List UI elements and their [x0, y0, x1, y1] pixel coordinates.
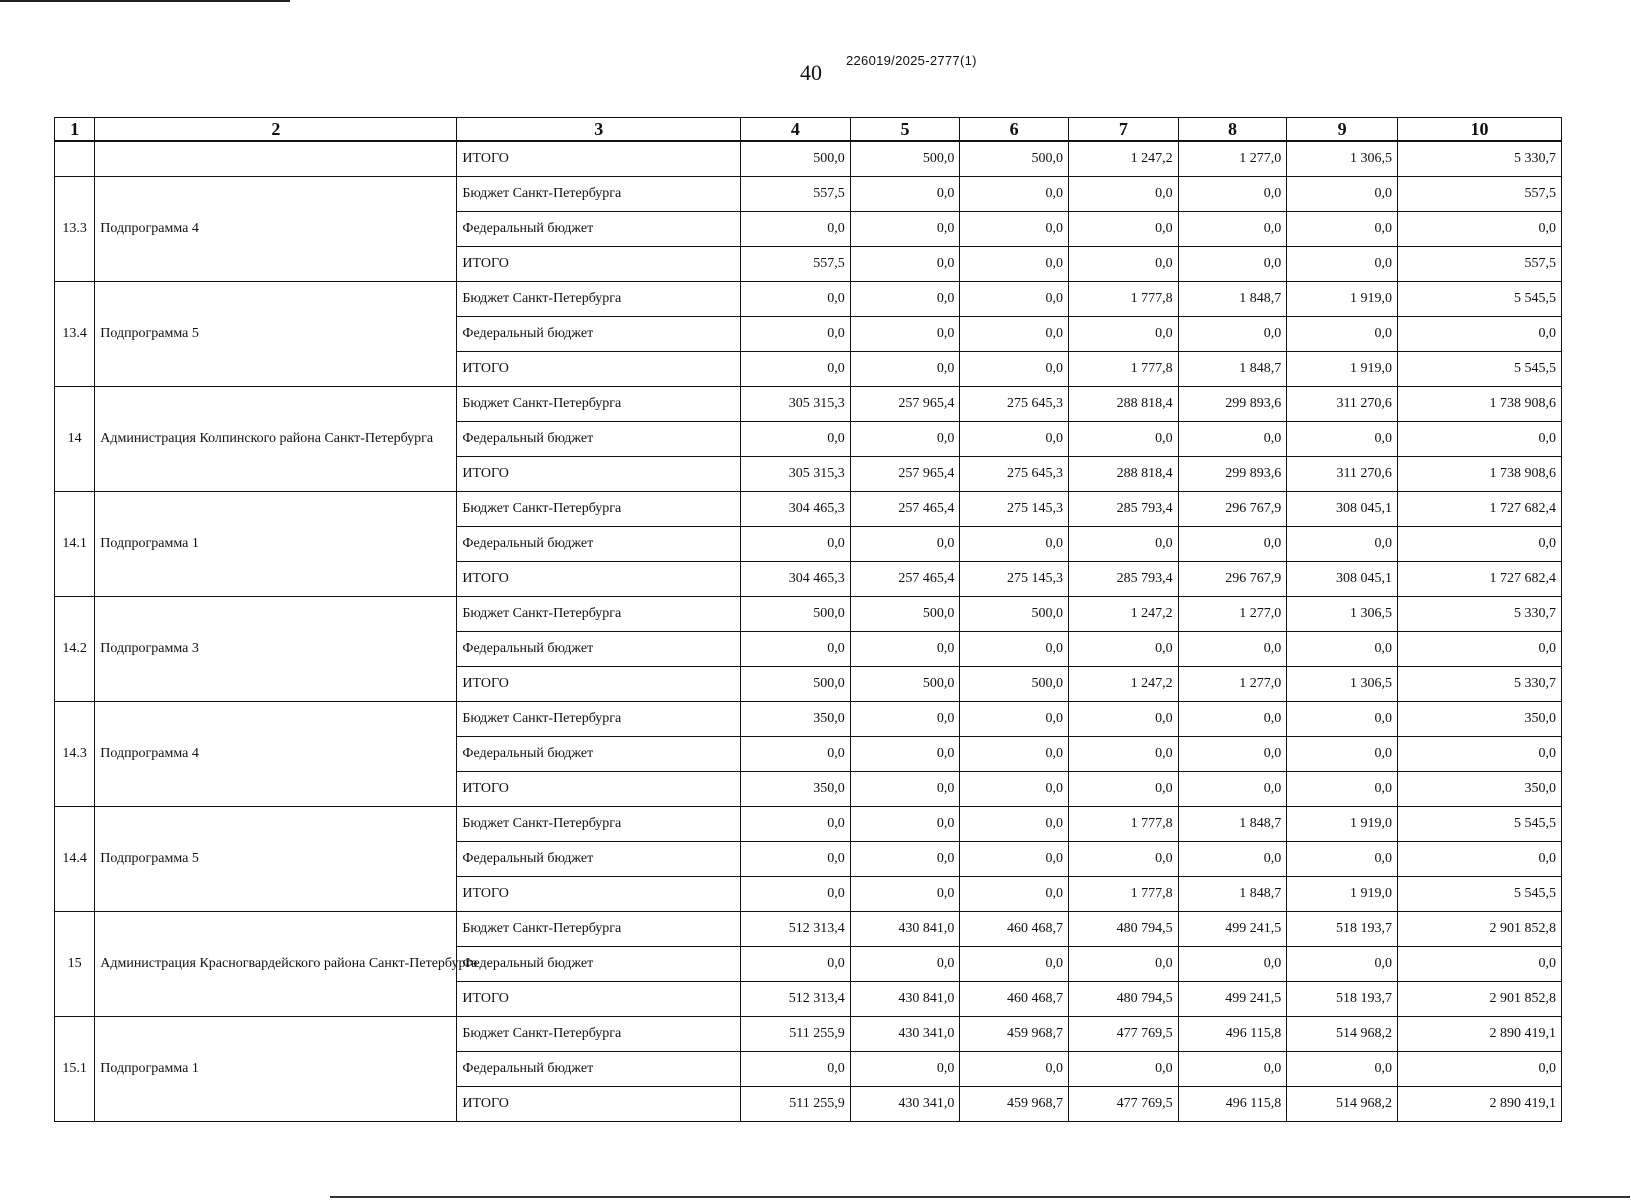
- value-cell: 257 965,4: [850, 457, 960, 492]
- value-cell: 557,5: [1397, 177, 1561, 212]
- value-cell: 1 306,5: [1287, 667, 1398, 702]
- value-cell: 0,0: [1287, 632, 1398, 667]
- value-cell: 275 145,3: [960, 492, 1069, 527]
- value-cell: 0,0: [1397, 317, 1561, 352]
- funding-source: Бюджет Санкт-Петербурга: [457, 1017, 741, 1052]
- column-header-9: 9: [1287, 118, 1398, 142]
- funding-source: ИТОГО: [457, 352, 741, 387]
- value-cell: 0,0: [1069, 212, 1179, 247]
- value-cell: 500,0: [960, 141, 1069, 177]
- value-cell: 0,0: [1178, 1052, 1287, 1087]
- value-cell: 0,0: [1287, 947, 1398, 982]
- value-cell: 459 968,7: [960, 1017, 1069, 1052]
- funding-source: Бюджет Санкт-Петербурга: [457, 702, 741, 737]
- value-cell: 0,0: [850, 947, 960, 982]
- value-cell: 5 545,5: [1397, 807, 1561, 842]
- value-cell: 0,0: [1069, 1052, 1179, 1087]
- value-cell: 0,0: [741, 282, 851, 317]
- program-name: Администрация Колпинского района Санкт-Петербурга: [95, 387, 457, 492]
- program-name: Подпрограмма 5: [95, 282, 457, 387]
- value-cell: 0,0: [960, 877, 1069, 912]
- value-cell: 0,0: [1178, 527, 1287, 562]
- value-cell: 1 919,0: [1287, 352, 1398, 387]
- value-cell: 5 330,7: [1397, 667, 1561, 702]
- value-cell: 285 793,4: [1069, 492, 1179, 527]
- value-cell: 0,0: [1069, 177, 1179, 212]
- value-cell: 430 841,0: [850, 912, 960, 947]
- program-name: Администрация Красногвардейского района Санкт-Петербурга: [95, 912, 457, 1017]
- value-cell: 5 330,7: [1397, 141, 1561, 177]
- value-cell: 557,5: [741, 177, 851, 212]
- value-cell: 0,0: [960, 352, 1069, 387]
- program-name: Подпрограмма 4: [95, 702, 457, 807]
- program-name: Подпрограмма 1: [95, 1017, 457, 1122]
- value-cell: 518 193,7: [1287, 912, 1398, 947]
- program-name: Подпрограмма 3: [95, 597, 457, 702]
- value-cell: 0,0: [960, 1052, 1069, 1087]
- value-cell: 5 545,5: [1397, 877, 1561, 912]
- table-row: [55, 807, 1562, 842]
- value-cell: 480 794,5: [1069, 912, 1179, 947]
- column-header-2: 2: [95, 118, 457, 142]
- value-cell: 0,0: [741, 737, 851, 772]
- value-cell: 305 315,3: [741, 457, 851, 492]
- funding-source: ИТОГО: [457, 247, 741, 282]
- value-cell: 1 738 908,6: [1397, 387, 1561, 422]
- value-cell: 0,0: [1397, 947, 1561, 982]
- funding-source: ИТОГО: [457, 877, 741, 912]
- value-cell: 5 330,7: [1397, 597, 1561, 632]
- value-cell: 0,0: [1178, 842, 1287, 877]
- scan-edge-bottom: [330, 1196, 1630, 1198]
- funding-source: Федеральный бюджет: [457, 947, 741, 982]
- row-code: 13.3: [55, 177, 95, 282]
- value-cell: 0,0: [1397, 212, 1561, 247]
- funding-source: Федеральный бюджет: [457, 317, 741, 352]
- value-cell: 0,0: [1069, 842, 1179, 877]
- row-code: 14.1: [55, 492, 95, 597]
- row-code: 14.3: [55, 702, 95, 807]
- value-cell: 0,0: [741, 422, 851, 457]
- value-cell: 0,0: [741, 212, 851, 247]
- value-cell: 500,0: [850, 141, 960, 177]
- budget-table: [54, 117, 1562, 1122]
- value-cell: 1 919,0: [1287, 282, 1398, 317]
- value-cell: 0,0: [1069, 632, 1179, 667]
- value-cell: 1 306,5: [1287, 141, 1398, 177]
- value-cell: 0,0: [1069, 702, 1179, 737]
- value-cell: 0,0: [741, 877, 851, 912]
- value-cell: 514 968,2: [1287, 1017, 1398, 1052]
- table-row: [55, 1017, 1562, 1052]
- value-cell: 0,0: [960, 737, 1069, 772]
- value-cell: 0,0: [1287, 212, 1398, 247]
- value-cell: 512 313,4: [741, 982, 851, 1017]
- value-cell: 0,0: [741, 632, 851, 667]
- value-cell: 311 270,6: [1287, 457, 1398, 492]
- value-cell: 0,0: [1287, 1052, 1398, 1087]
- value-cell: 430 841,0: [850, 982, 960, 1017]
- value-cell: 0,0: [741, 947, 851, 982]
- value-cell: 0,0: [1397, 527, 1561, 562]
- value-cell: 500,0: [960, 597, 1069, 632]
- value-cell: 511 255,9: [741, 1087, 851, 1122]
- funding-source: Бюджет Санкт-Петербурга: [457, 387, 741, 422]
- value-cell: 0,0: [850, 877, 960, 912]
- value-cell: 557,5: [741, 247, 851, 282]
- column-header-6: 6: [960, 118, 1069, 142]
- funding-source: Федеральный бюджет: [457, 212, 741, 247]
- value-cell: 0,0: [1397, 632, 1561, 667]
- value-cell: 460 468,7: [960, 982, 1069, 1017]
- value-cell: 0,0: [960, 947, 1069, 982]
- value-cell: 0,0: [1069, 772, 1179, 807]
- value-cell: 0,0: [960, 212, 1069, 247]
- value-cell: 0,0: [1069, 527, 1179, 562]
- value-cell: 499 241,5: [1178, 912, 1287, 947]
- table-row: [55, 597, 1562, 632]
- value-cell: 0,0: [1178, 632, 1287, 667]
- value-cell: 296 767,9: [1178, 492, 1287, 527]
- value-cell: 514 968,2: [1287, 1087, 1398, 1122]
- value-cell: 0,0: [850, 247, 960, 282]
- value-cell: 0,0: [1178, 317, 1287, 352]
- value-cell: 1 247,2: [1069, 667, 1179, 702]
- table-row: [55, 492, 1562, 527]
- program-name: Подпрограмма 1: [95, 492, 457, 597]
- value-cell: 0,0: [1069, 737, 1179, 772]
- value-cell: 1 848,7: [1178, 282, 1287, 317]
- value-cell: 512 313,4: [741, 912, 851, 947]
- value-cell: 299 893,6: [1178, 457, 1287, 492]
- value-cell: 285 793,4: [1069, 562, 1179, 597]
- value-cell: 2 890 419,1: [1397, 1087, 1561, 1122]
- value-cell: 5 545,5: [1397, 282, 1561, 317]
- funding-source: ИТОГО: [457, 457, 741, 492]
- value-cell: 0,0: [1178, 247, 1287, 282]
- value-cell: 0,0: [1178, 702, 1287, 737]
- value-cell: 500,0: [741, 141, 851, 177]
- value-cell: 557,5: [1397, 247, 1561, 282]
- value-cell: 0,0: [1178, 177, 1287, 212]
- value-cell: 2 901 852,8: [1397, 912, 1561, 947]
- funding-source: ИТОГО: [457, 667, 741, 702]
- value-cell: 0,0: [960, 632, 1069, 667]
- funding-source: Бюджет Санкт-Петербурга: [457, 492, 741, 527]
- value-cell: 1 777,8: [1069, 807, 1179, 842]
- value-cell: 0,0: [1287, 247, 1398, 282]
- document-code: 226019/2025-2777(1): [846, 53, 977, 68]
- row-code: 15.1: [55, 1017, 95, 1122]
- table-body: [55, 141, 1562, 1122]
- value-cell: 0,0: [1287, 422, 1398, 457]
- value-cell: 1 727 682,4: [1397, 492, 1561, 527]
- funding-source: Федеральный бюджет: [457, 737, 741, 772]
- value-cell: 0,0: [850, 1052, 960, 1087]
- value-cell: 275 145,3: [960, 562, 1069, 597]
- value-cell: 304 465,3: [741, 492, 851, 527]
- value-cell: 275 645,3: [960, 387, 1069, 422]
- value-cell: 0,0: [1397, 842, 1561, 877]
- value-cell: 0,0: [850, 702, 960, 737]
- value-cell: 460 468,7: [960, 912, 1069, 947]
- value-cell: 288 818,4: [1069, 387, 1179, 422]
- funding-source: ИТОГО: [457, 982, 741, 1017]
- value-cell: 0,0: [1069, 317, 1179, 352]
- value-cell: 0,0: [1178, 422, 1287, 457]
- value-cell: 496 115,8: [1178, 1017, 1287, 1052]
- value-cell: 0,0: [850, 737, 960, 772]
- value-cell: 0,0: [1287, 177, 1398, 212]
- value-cell: 257 465,4: [850, 492, 960, 527]
- value-cell: 518 193,7: [1287, 982, 1398, 1017]
- value-cell: 0,0: [850, 317, 960, 352]
- value-cell: 299 893,6: [1178, 387, 1287, 422]
- value-cell: 500,0: [850, 667, 960, 702]
- value-cell: 1 277,0: [1178, 141, 1287, 177]
- value-cell: 1 727 682,4: [1397, 562, 1561, 597]
- value-cell: 350,0: [1397, 702, 1561, 737]
- funding-source: Федеральный бюджет: [457, 842, 741, 877]
- value-cell: 0,0: [850, 282, 960, 317]
- column-header-8: 8: [1178, 118, 1287, 142]
- value-cell: 477 769,5: [1069, 1017, 1179, 1052]
- value-cell: 0,0: [960, 247, 1069, 282]
- value-cell: 0,0: [1397, 422, 1561, 457]
- value-cell: 0,0: [850, 422, 960, 457]
- value-cell: 0,0: [960, 177, 1069, 212]
- value-cell: 2 890 419,1: [1397, 1017, 1561, 1052]
- value-cell: 0,0: [850, 842, 960, 877]
- column-header-4: 4: [741, 118, 851, 142]
- value-cell: 1 247,2: [1069, 141, 1179, 177]
- value-cell: 1 306,5: [1287, 597, 1398, 632]
- value-cell: 0,0: [850, 527, 960, 562]
- value-cell: 459 968,7: [960, 1087, 1069, 1122]
- value-cell: 311 270,6: [1287, 387, 1398, 422]
- value-cell: 0,0: [850, 177, 960, 212]
- value-cell: 296 767,9: [1178, 562, 1287, 597]
- value-cell: 350,0: [741, 702, 851, 737]
- funding-source: ИТОГО: [457, 562, 741, 597]
- value-cell: 1 919,0: [1287, 877, 1398, 912]
- value-cell: 0,0: [1178, 737, 1287, 772]
- value-cell: 1 738 908,6: [1397, 457, 1561, 492]
- funding-source: Бюджет Санкт-Петербурга: [457, 597, 741, 632]
- value-cell: 1 247,2: [1069, 597, 1179, 632]
- value-cell: 0,0: [1287, 317, 1398, 352]
- column-header-1: 1: [55, 118, 95, 142]
- value-cell: 499 241,5: [1178, 982, 1287, 1017]
- value-cell: 0,0: [960, 527, 1069, 562]
- value-cell: 308 045,1: [1287, 492, 1398, 527]
- value-cell: 304 465,3: [741, 562, 851, 597]
- value-cell: 500,0: [741, 667, 851, 702]
- funding-source: Бюджет Санкт-Петербурга: [457, 912, 741, 947]
- table-header-row: [55, 118, 1562, 142]
- funding-source: Федеральный бюджет: [457, 1052, 741, 1087]
- funding-source: Федеральный бюджет: [457, 527, 741, 562]
- value-cell: 5 545,5: [1397, 352, 1561, 387]
- funding-source: Бюджет Санкт-Петербурга: [457, 282, 741, 317]
- value-cell: 477 769,5: [1069, 1087, 1179, 1122]
- value-cell: 0,0: [741, 807, 851, 842]
- page-number: 40: [800, 60, 822, 85]
- value-cell: 480 794,5: [1069, 982, 1179, 1017]
- value-cell: 0,0: [1069, 422, 1179, 457]
- column-header-10: 10: [1397, 118, 1561, 142]
- table-row: [55, 282, 1562, 317]
- value-cell: 257 965,4: [850, 387, 960, 422]
- value-cell: 0,0: [1287, 527, 1398, 562]
- column-header-7: 7: [1069, 118, 1179, 142]
- value-cell: 500,0: [741, 597, 851, 632]
- value-cell: 511 255,9: [741, 1017, 851, 1052]
- table-row: [55, 912, 1562, 947]
- funding-source: ИТОГО: [457, 141, 741, 177]
- empty-code-cell: [55, 141, 95, 177]
- value-cell: 1 777,8: [1069, 352, 1179, 387]
- value-cell: 0,0: [741, 352, 851, 387]
- funding-source: Федеральный бюджет: [457, 632, 741, 667]
- value-cell: 350,0: [1397, 772, 1561, 807]
- value-cell: 0,0: [1069, 947, 1179, 982]
- program-name: Подпрограмма 5: [95, 807, 457, 912]
- scan-edge-top: [0, 0, 290, 2]
- row-code: 14: [55, 387, 95, 492]
- value-cell: 305 315,3: [741, 387, 851, 422]
- value-cell: 0,0: [960, 422, 1069, 457]
- empty-name-cell: [95, 141, 457, 177]
- value-cell: 257 465,4: [850, 562, 960, 597]
- value-cell: 0,0: [741, 1052, 851, 1087]
- column-header-5: 5: [850, 118, 960, 142]
- funding-source: ИТОГО: [457, 1087, 741, 1122]
- value-cell: 2 901 852,8: [1397, 982, 1561, 1017]
- funding-source: ИТОГО: [457, 772, 741, 807]
- value-cell: 0,0: [960, 282, 1069, 317]
- value-cell: 0,0: [741, 317, 851, 352]
- value-cell: 0,0: [850, 807, 960, 842]
- funding-source: Бюджет Санкт-Петербурга: [457, 807, 741, 842]
- value-cell: 0,0: [850, 352, 960, 387]
- value-cell: 0,0: [1287, 842, 1398, 877]
- value-cell: 500,0: [960, 667, 1069, 702]
- column-header-3: 3: [457, 118, 741, 142]
- value-cell: 0,0: [960, 317, 1069, 352]
- value-cell: 0,0: [960, 702, 1069, 737]
- value-cell: 1 277,0: [1178, 597, 1287, 632]
- value-cell: 0,0: [741, 842, 851, 877]
- value-cell: 0,0: [1397, 1052, 1561, 1087]
- value-cell: 1 277,0: [1178, 667, 1287, 702]
- value-cell: 1 919,0: [1287, 807, 1398, 842]
- value-cell: 0,0: [850, 772, 960, 807]
- value-cell: 430 341,0: [850, 1017, 960, 1052]
- value-cell: 1 848,7: [1178, 807, 1287, 842]
- value-cell: 0,0: [1287, 772, 1398, 807]
- value-cell: 350,0: [741, 772, 851, 807]
- value-cell: 288 818,4: [1069, 457, 1179, 492]
- value-cell: 500,0: [850, 597, 960, 632]
- value-cell: 0,0: [960, 772, 1069, 807]
- value-cell: 496 115,8: [1178, 1087, 1287, 1122]
- value-cell: 0,0: [1397, 737, 1561, 772]
- funding-source: Бюджет Санкт-Петербурга: [457, 177, 741, 212]
- table-row: [55, 387, 1562, 422]
- value-cell: 0,0: [1287, 702, 1398, 737]
- value-cell: 275 645,3: [960, 457, 1069, 492]
- program-name: Подпрограмма 4: [95, 177, 457, 282]
- funding-source: Федеральный бюджет: [457, 422, 741, 457]
- row-code: 14.4: [55, 807, 95, 912]
- value-cell: 0,0: [960, 842, 1069, 877]
- row-code: 15: [55, 912, 95, 1017]
- value-cell: 1 848,7: [1178, 352, 1287, 387]
- value-cell: 1 848,7: [1178, 877, 1287, 912]
- table-row: [55, 141, 1562, 177]
- value-cell: 0,0: [1178, 772, 1287, 807]
- value-cell: 1 777,8: [1069, 877, 1179, 912]
- value-cell: 1 777,8: [1069, 282, 1179, 317]
- value-cell: 0,0: [960, 807, 1069, 842]
- value-cell: 430 341,0: [850, 1087, 960, 1122]
- value-cell: 0,0: [1178, 212, 1287, 247]
- value-cell: 0,0: [1287, 737, 1398, 772]
- row-code: 14.2: [55, 597, 95, 702]
- value-cell: 0,0: [741, 527, 851, 562]
- value-cell: 0,0: [1178, 947, 1287, 982]
- value-cell: 0,0: [1069, 247, 1179, 282]
- value-cell: 0,0: [850, 212, 960, 247]
- table-row: [55, 177, 1562, 212]
- value-cell: 0,0: [850, 632, 960, 667]
- value-cell: 308 045,1: [1287, 562, 1398, 597]
- row-code: 13.4: [55, 282, 95, 387]
- table-row: [55, 702, 1562, 737]
